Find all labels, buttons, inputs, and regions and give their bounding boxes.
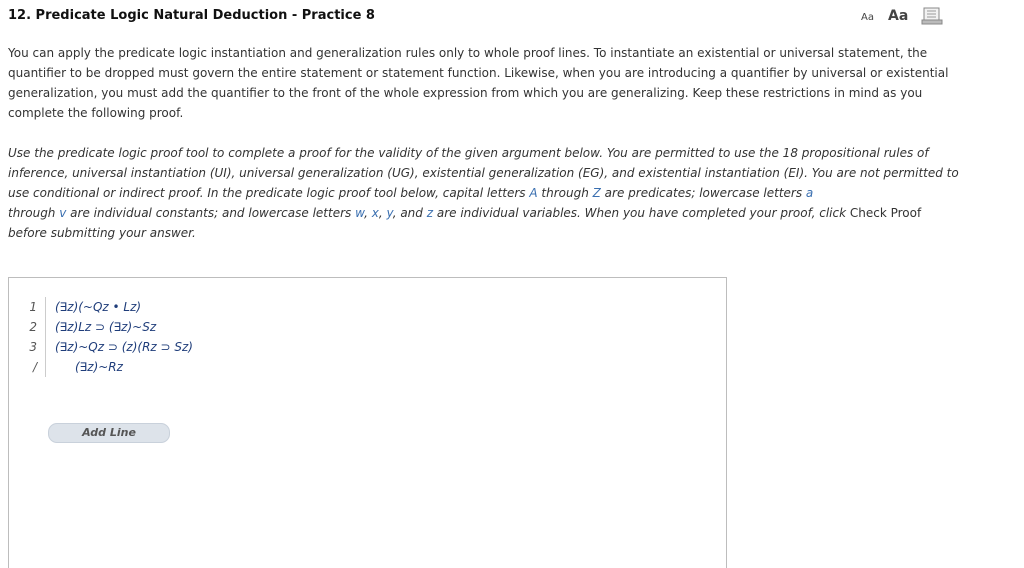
instructions-part1: Use the predicate logic proof tool to complete a proof for the validity of the given argument below. You are permitted to use the 18 propositional rules of inference, universal instantiation (UI), universal generalization (UG), existential generalization (EG), and existential instantiation (EI). You are not permitted to use conditional or indirect proof. In the predicate logic proof tool below, capital letters (8, 146, 959, 200)
line-divider (45, 357, 46, 377)
premise-formula: (∃z)~Qz ⊃ (z)(Rz ⊃ Sz) (55, 340, 193, 354)
line-divider (45, 297, 46, 317)
proof-tool-panel (8, 277, 727, 568)
conclusion-formula: (∃z)~Rz (75, 360, 123, 374)
variable-letter-z: z (426, 206, 434, 220)
line-divider (45, 337, 46, 357)
proof-lines (9, 297, 409, 377)
font-size-small-button[interactable]: Aa (861, 12, 874, 23)
instructions-part5: before submitting your answer. (8, 226, 196, 240)
instructions-comma1: , (364, 206, 372, 220)
proof-line-2[interactable] (9, 317, 409, 337)
instructions-part2: are predicates; lowercase letters (600, 186, 806, 200)
add-line-button[interactable]: Add Line (48, 423, 170, 443)
conclusion-marker: / (32, 360, 37, 374)
instructions-comma2: , (378, 206, 387, 220)
check-proof-reference: Check Proof (849, 206, 922, 220)
instructions-part3: are individual constants; and lowercase letters (66, 206, 356, 220)
intro-text: You can apply the predicate logic instantiation and generalization rules only to whole proof lines. To instantiate an existential or universal statement, the quantifier to be dropped must govern the entire statement or statement function. Likewise, when you are introducing a quantifier by universal or existential generalization, you must add the quantifier to the front of the whole expression from which you are generalizing. Keep these restrictions in mind as you complete the following proof. (8, 46, 949, 120)
instructions-through1: through (537, 186, 593, 200)
line-number: 3 (29, 340, 37, 354)
instructions-through2: through (8, 206, 60, 220)
proof-line-3[interactable] (9, 337, 409, 357)
proof-conclusion (9, 357, 409, 377)
line-number: 2 (29, 320, 37, 334)
page-title: 12. Predicate Logic Natural Deduction - Practice 8 (8, 8, 375, 23)
constant-letter-a: a (805, 186, 814, 200)
variable-letter-x: x (371, 206, 379, 220)
font-size-large-button[interactable]: Aa (888, 8, 909, 24)
premise-formula: (∃z)(~Qz • Lz) (55, 300, 142, 314)
instructions-part4: are individual variables. When you have completed your proof, click (433, 206, 850, 220)
print-icon[interactable] (921, 7, 943, 25)
variable-letter-y: y (386, 206, 393, 220)
instructions-and: , and (392, 206, 427, 220)
line-number: 1 (29, 300, 37, 314)
predicate-letter-z-upper: Z (592, 186, 601, 200)
variable-letter-w: w (355, 206, 365, 220)
line-divider (45, 317, 46, 337)
constant-letter-v: v (59, 206, 67, 220)
predicate-letter-a-upper: A (529, 186, 538, 200)
instructions-text (8, 143, 963, 243)
proof-line-1[interactable] (9, 297, 409, 317)
premise-formula: (∃z)Lz ⊃ (∃z)~Sz (55, 320, 157, 334)
